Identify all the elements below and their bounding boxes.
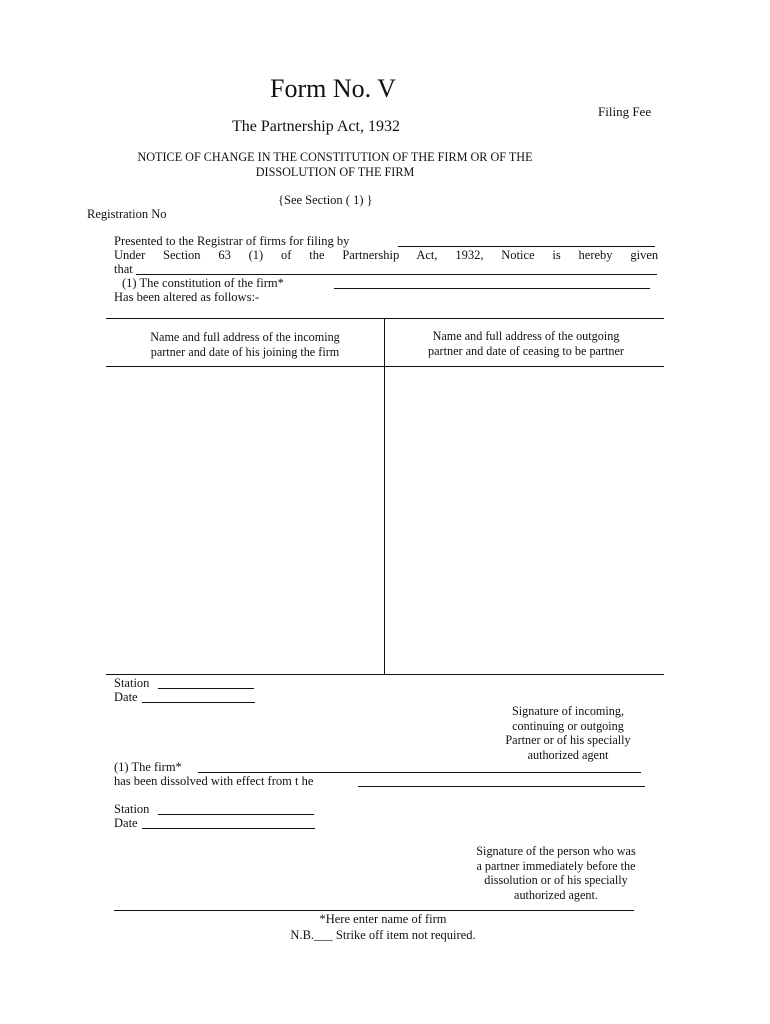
act-name: The Partnership Act, 1932 [232,118,400,135]
outgoing-header-line-2: partner and date of ceasing to be partner [428,344,624,358]
station-field[interactable] [158,814,314,815]
that-label: that [114,262,133,276]
outgoing-header-line-1: Name and full address of the outgoing [432,329,620,343]
under-word: (1) [248,248,264,262]
incoming-partner-header [114,330,376,360]
date-field[interactable] [142,828,315,829]
signature-line: authorized agent [527,747,609,762]
outgoing-partner-cell[interactable] [385,367,664,674]
dissolved-label: has been dissolved with effect from t he [114,774,314,788]
incoming-partner-cell[interactable] [106,367,384,674]
constitution-label: (1) The constitution of the firm* [122,276,284,290]
signature-block-dissolution [436,844,676,902]
incoming-header-line-2: partner and date of his joining the firm [150,345,340,359]
outgoing-partner-header [392,329,660,359]
signature-line: continuing or outgoing [512,718,624,733]
filing-fee-label: Filing Fee [598,104,652,119]
station-label: Station [114,676,150,690]
under-word: the [309,248,325,262]
constitution-field[interactable] [334,288,650,289]
under-word: Act, [416,248,438,262]
under-word: of [281,248,292,262]
date-label: Date [114,816,138,830]
signature-line: Signature of incoming, [511,704,625,718]
footer-rule [114,910,634,911]
under-word: Under [114,248,146,262]
notice-heading-line-2: DISSOLUTION OF THE FIRM [255,165,415,179]
under-word: is [552,248,561,262]
signature-line: authorized agent. [514,887,598,902]
incoming-header-line-1: Name and full address of the incoming [150,330,340,344]
footnote-firm-name: *Here enter name of firm [319,912,447,926]
altered-label: Has been altered as follows:- [114,290,260,304]
under-word: given [630,248,659,262]
signature-line: a partner immediately before the [476,858,636,873]
presented-label: Presented to the Registrar of firms for filing by [114,234,350,248]
section-reference: {See Section ( 1) } [278,193,373,207]
that-field[interactable] [136,274,657,275]
date-field[interactable] [142,702,255,703]
presented-by-field[interactable] [398,246,655,247]
under-word: 1932, [455,248,484,262]
notice-heading-line-1: NOTICE OF CHANGE IN THE CONSTITUTION OF THE FIRM OR OF THE [137,150,533,164]
station-field[interactable] [158,688,254,689]
form-title: Form No. V [270,74,396,103]
footnote-strike-off: N.B.___ Strike off item not required. [290,928,476,942]
signature-block-change [462,704,674,762]
under-word: Partnership [342,248,400,262]
under-word: hereby [578,248,613,262]
table-top-rule [106,318,664,319]
date-label: Date [114,690,138,704]
notice-heading [80,150,590,180]
under-word: 63 [218,248,231,262]
signature-line: Signature of the person who was [476,844,636,858]
under-word: Section [163,248,201,262]
firm-field[interactable] [198,772,641,773]
station-label: Station [114,802,150,816]
table-bottom-rule [106,674,664,675]
dissolved-date-field[interactable] [358,786,645,787]
firm-label: (1) The firm* [114,760,182,774]
signature-line: dissolution or of his specially [484,873,628,887]
signature-line: Partner or of his specially [505,733,631,747]
under-word: Notice [501,248,535,262]
under-section-line [114,248,658,263]
registration-no-label: Registration No [87,207,167,221]
